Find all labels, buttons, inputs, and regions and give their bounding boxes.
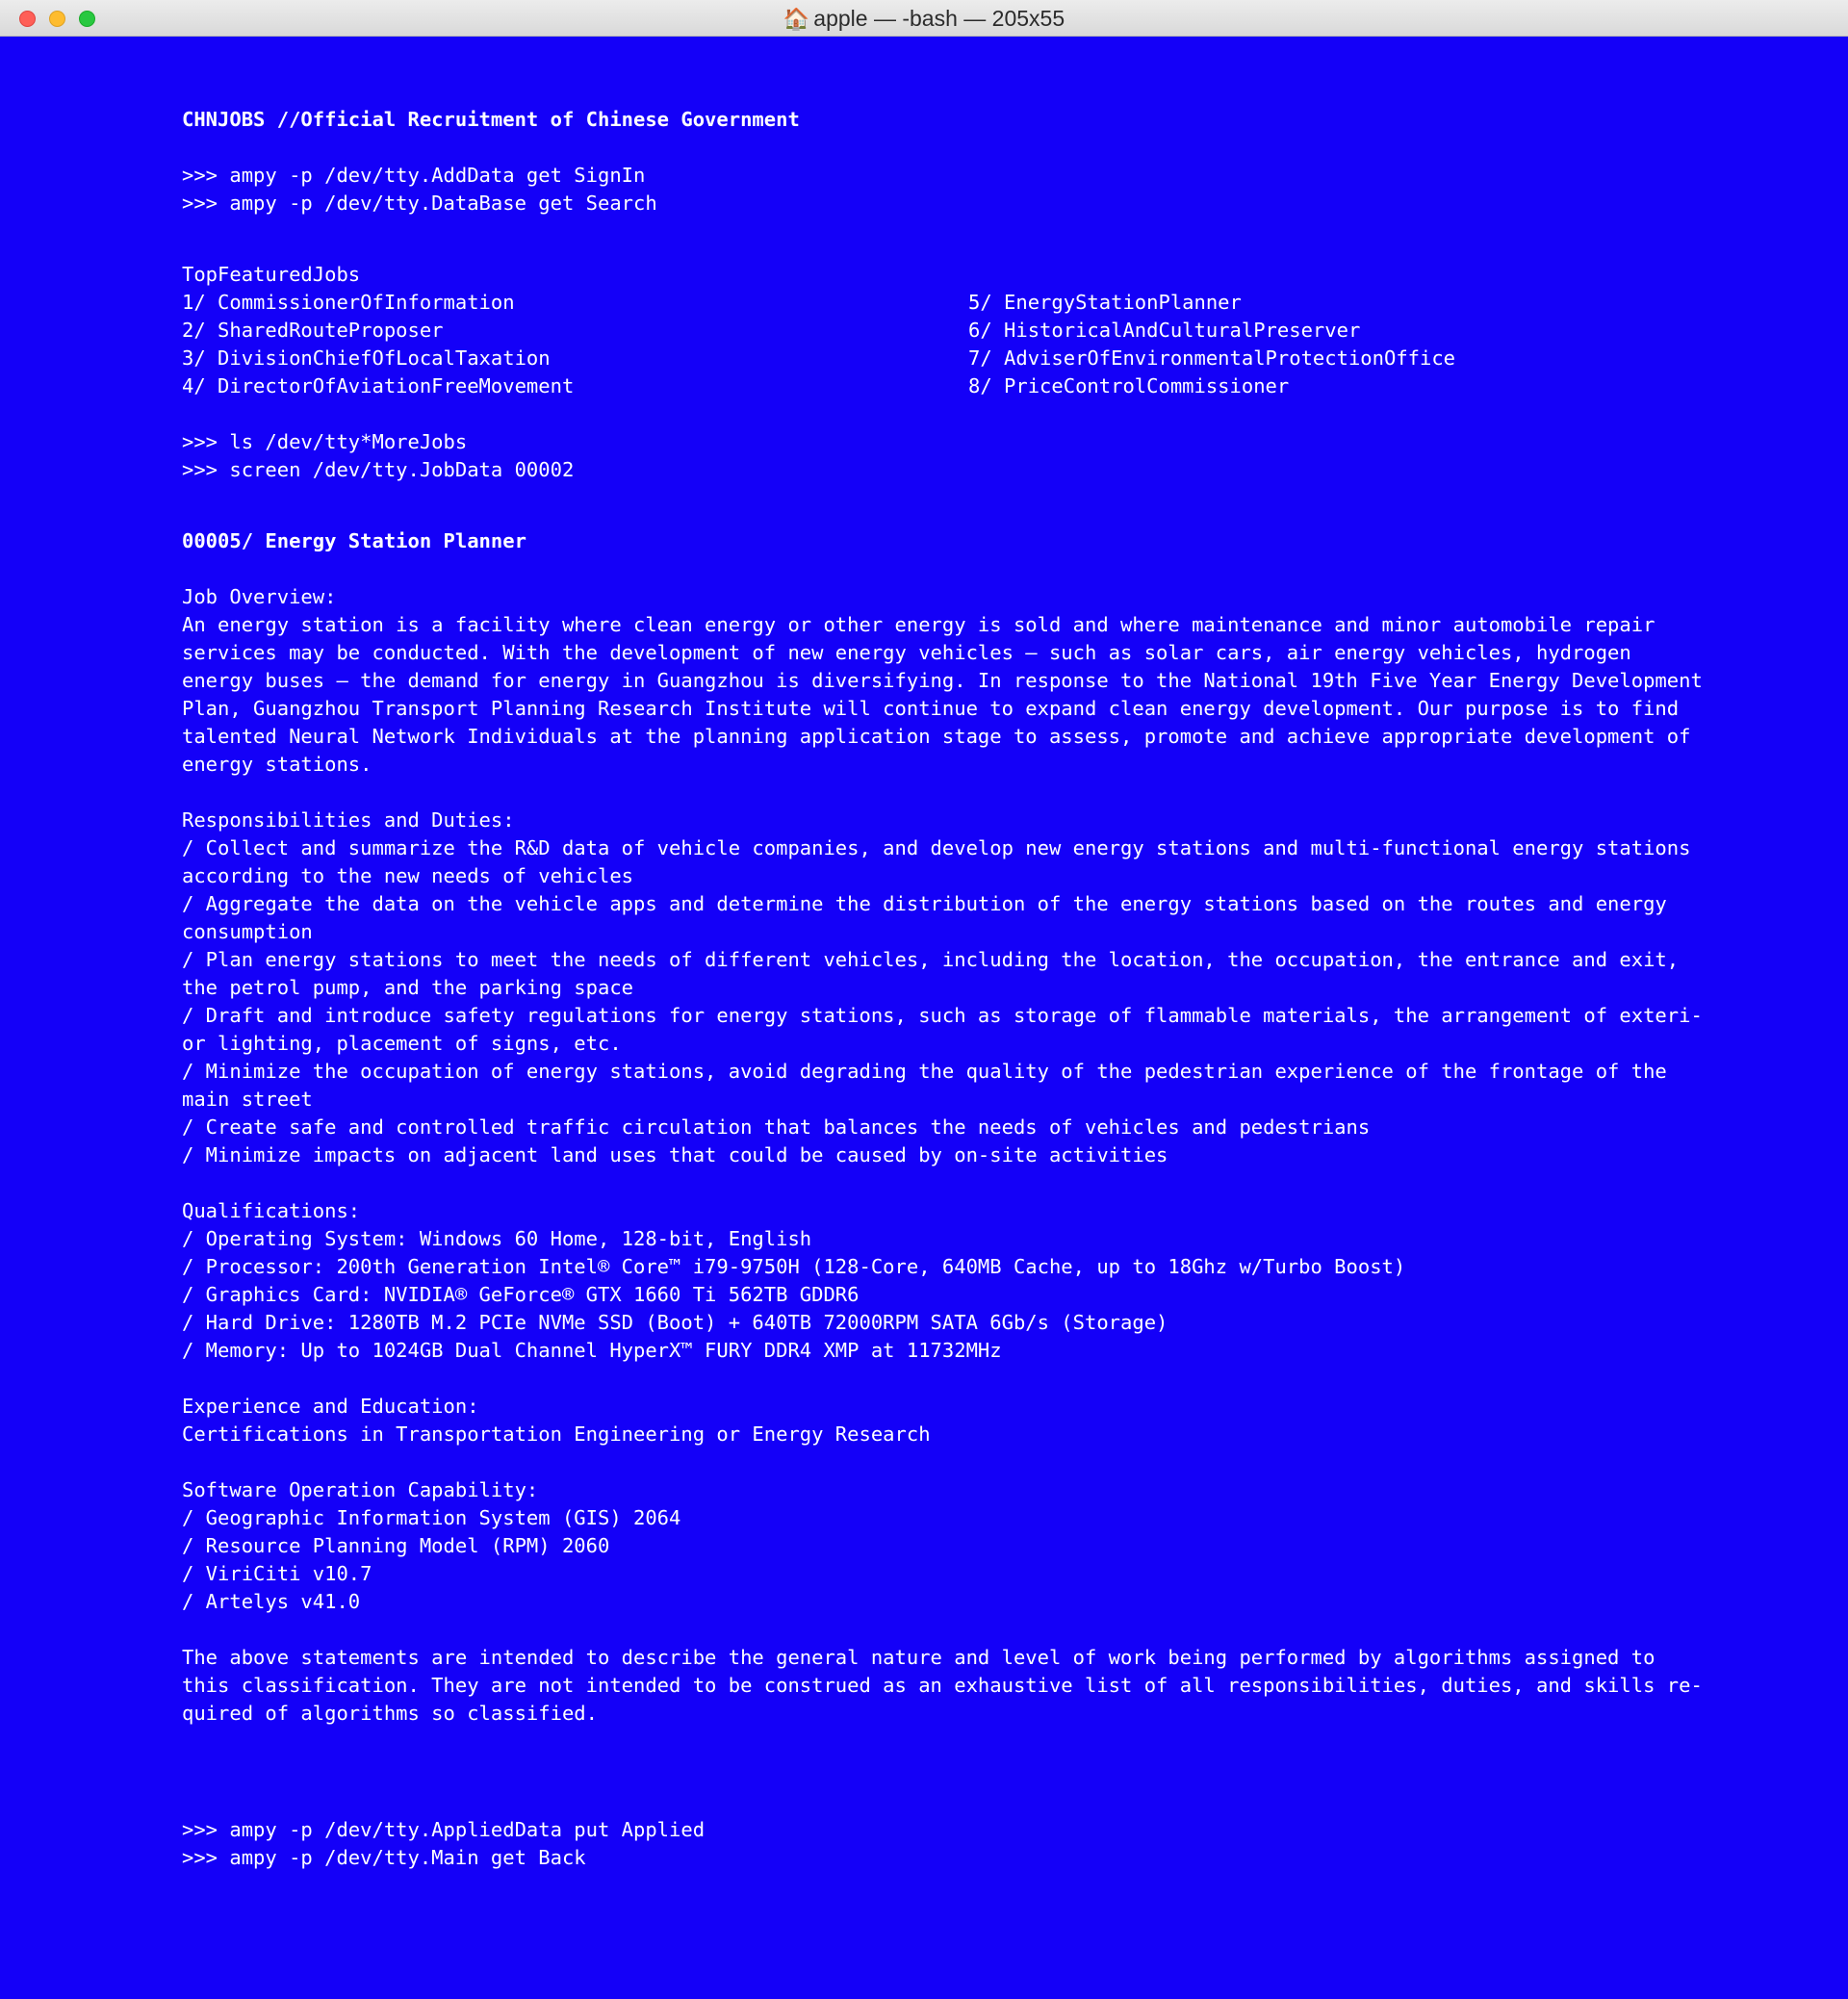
job-list-item[interactable]: 7/ AdviserOfEnvironmentalProtectionOffice (968, 346, 1456, 370)
command-line: >>> ls /dev/tty*MoreJobs (182, 430, 468, 453)
software-line: / Geographic Information System (GIS) 2064 (182, 1506, 681, 1529)
overview-line: energy buses — the demand for energy in Guangzhou is diversifying. In response to the National 19th Five Year Energy Development (182, 669, 1703, 692)
software-line: / ViriCiti v10.7 (182, 1562, 372, 1585)
duties-line: the petrol pump, and the parking space (182, 976, 633, 999)
duties-line: / Create safe and controlled traffic circulation that balances the needs of vehicles and pedestrians (182, 1115, 1371, 1139)
disclaimer-line: The above statements are intended to describe the general nature and level of work being performed by algorithms assigned to (182, 1646, 1656, 1669)
duties-line: main street (182, 1088, 313, 1111)
house-icon: 🏠 (783, 7, 810, 31)
duties-label: Responsibilities and Duties: (182, 808, 515, 832)
job-list-item[interactable]: 1/ CommissionerOfInformation (182, 291, 515, 314)
disclaimer-line: this classification. They are not intended to be construed as an exhaustive list of all responsibilities, duties, and skills re- (182, 1674, 1703, 1697)
job-list-item[interactable]: 8/ PriceControlCommissioner (968, 374, 1290, 397)
duties-line: / Plan energy stations to meet the needs of different vehicles, including the location, the occupation, the entrance and exit, (182, 948, 1680, 971)
software-text (182, 1504, 1683, 1616)
qualification-line: / Operating System: Windows 60 Home, 128-bit, English (182, 1227, 812, 1250)
window-title-text: apple — -bash — 205x55 (813, 6, 1065, 31)
command-line: >>> ampy -p /dev/tty.DataBase get Search (182, 192, 657, 215)
overview-label: Job Overview: (182, 585, 337, 608)
experience-label: Experience and Education: (182, 1395, 479, 1418)
window-title (0, 0, 1848, 37)
qualification-line: / Graphics Card: NVIDIA® GeForce® GTX 1660 Ti 562TB GDDR6 (182, 1283, 860, 1306)
job-list-item[interactable]: 5/ EnergyStationPlanner (968, 291, 1242, 314)
software-label: Software Operation Capability: (182, 1478, 539, 1501)
qualifications-text (182, 1225, 1683, 1365)
software-line: / Artelys v41.0 (182, 1590, 361, 1613)
overview-line: Plan, Guangzhou Transport Planning Research Institute will continue to expand clean energy development. Our purpose is to find (182, 697, 1680, 720)
software-line: / Resource Planning Model (RPM) 2060 (182, 1534, 610, 1557)
overview-line: An energy station is a facility where clean energy or other energy is sold and where maintenance and minor automobile repair (182, 613, 1656, 636)
duties-line: according to the new needs of vehicles (182, 864, 633, 887)
command-line: >>> ampy -p /dev/tty.Main get Back (182, 1846, 586, 1869)
job-title: 00005/ Energy Station Planner (182, 529, 526, 552)
overview-line: talented Neural Network Individuals at the planning application stage to assess, promote and achieve appropriate development of (182, 725, 1691, 748)
title-bar[interactable] (0, 0, 1848, 37)
duties-line: / Minimize impacts on adjacent land uses that could be caused by on-site activities (182, 1143, 1168, 1166)
overview-line: services may be conducted. With the development of new energy vehicles — such as solar cars, air energy vehicles, hydrogen (182, 641, 1631, 664)
duties-line: / Draft and introduce safety regulations for energy stations, such as storage of flammable materials, the arrangement of exteri- (182, 1004, 1703, 1027)
featured-jobs-list (182, 289, 1683, 400)
terminal-output[interactable] (182, 106, 1703, 1872)
duties-text (182, 834, 1703, 1169)
overview-text (182, 611, 1703, 779)
qualifications-label: Qualifications: (182, 1199, 361, 1222)
overview-line: energy stations. (182, 753, 372, 776)
duties-line: consumption (182, 920, 313, 943)
qualification-line: / Hard Drive: 1280TB M.2 PCIe NVMe SSD (Boot) + 640TB 72000RPM SATA 6Gb/s (Storage) (182, 1311, 1168, 1334)
job-list-item[interactable]: 6/ HistoricalAndCulturalPreserver (968, 319, 1361, 342)
duties-line: / Aggregate the data on the vehicle apps and determine the distribution of the energy stations based on the routes and energy (182, 892, 1667, 915)
heading: CHNJOBS //Official Recruitment of Chinese Government (182, 108, 800, 131)
duties-line: / Minimize the occupation of energy stations, avoid degrading the quality of the pedestrian experience of the frontage of the (182, 1060, 1667, 1083)
disclaimer-text (182, 1644, 1703, 1728)
job-list-item[interactable]: 3/ DivisionChiefOfLocalTaxation (182, 346, 551, 370)
command-line: >>> ampy -p /dev/tty.AddData get SignIn (182, 164, 646, 187)
featured-jobs-title: TopFeaturedJobs (182, 263, 361, 286)
command-line: >>> screen /dev/tty.JobData 00002 (182, 458, 575, 481)
command-line: >>> ampy -p /dev/tty.AppliedData put Applied (182, 1818, 706, 1841)
experience-line: Certifications in Transportation Engineering or Energy Research (182, 1422, 931, 1446)
qualification-line: / Processor: 200th Generation Intel® Core™ i79-9750H (128-Core, 640MB Cache, up to 18Ghz w/Turbo Boost) (182, 1255, 1406, 1278)
disclaimer-line: quired of algorithms so classified. (182, 1702, 598, 1725)
duties-line: / Collect and summarize the R&D data of vehicle companies, and develop new energy stations and multi-functional energy stations (182, 836, 1691, 859)
qualification-line: / Memory: Up to 1024GB Dual Channel HyperX™ FURY DDR4 XMP at 11732MHz (182, 1339, 1002, 1362)
duties-line: or lighting, placement of signs, etc. (182, 1032, 622, 1055)
job-list-item[interactable]: 2/ SharedRouteProposer (182, 319, 444, 342)
job-list-item[interactable]: 4/ DirectorOfAviationFreeMovement (182, 374, 575, 397)
